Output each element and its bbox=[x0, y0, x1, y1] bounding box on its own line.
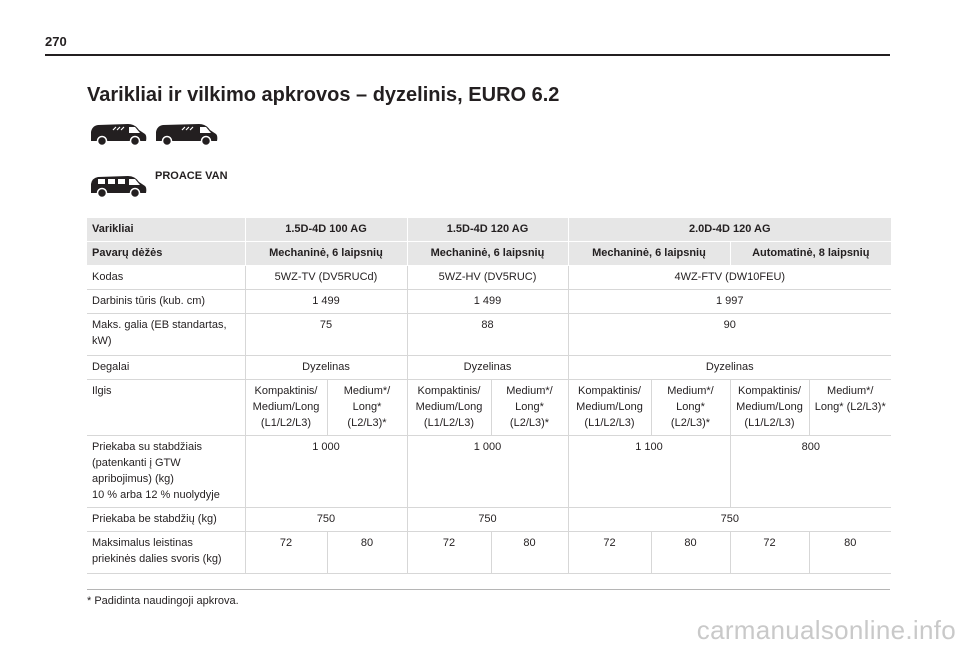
displacement-cell: 1 499 bbox=[245, 290, 407, 314]
gearbox-row bbox=[87, 242, 891, 266]
power-label: Maks. galia (EB standartas, kW) bbox=[87, 314, 245, 356]
displacement-row bbox=[87, 290, 891, 314]
fuel-row bbox=[87, 356, 891, 380]
gearbox-cell: Mechaninė, 6 laipsnių bbox=[568, 242, 730, 266]
braked-trailer-cell: 1 000 bbox=[407, 436, 568, 508]
braked-trailer-label-line: Priekaba su stabdžiais bbox=[92, 441, 203, 453]
van-passenger-icon bbox=[88, 173, 148, 199]
van-compact-icon bbox=[88, 121, 148, 147]
nose-weight-cell: 80 bbox=[327, 532, 407, 574]
model-label: PROACE VAN bbox=[155, 170, 228, 182]
unbraked-trailer-row bbox=[87, 508, 891, 532]
braked-trailer-cell: 800 bbox=[730, 436, 891, 508]
nose-weight-cell: 72 bbox=[730, 532, 809, 574]
braked-trailer-label bbox=[87, 436, 245, 508]
displacement-label: Darbinis tūris (kub. cm) bbox=[87, 290, 245, 314]
nose-weight-cell: 72 bbox=[568, 532, 651, 574]
displacement-cell: 1 997 bbox=[568, 290, 891, 314]
power-cell: 75 bbox=[245, 314, 407, 356]
power-row bbox=[87, 314, 891, 356]
length-row bbox=[87, 380, 891, 436]
fuel-label: Degalai bbox=[87, 356, 245, 380]
header-divider bbox=[45, 54, 890, 56]
footnote-divider bbox=[87, 589, 890, 590]
braked-trailer-row bbox=[87, 436, 891, 508]
braked-trailer-cell: 1 100 bbox=[568, 436, 730, 508]
length-cell: Kompaktinis/ Medium/Long (L1/L2/L3) bbox=[568, 380, 651, 436]
engine-cell: 1.5D-4D 120 AG bbox=[407, 218, 568, 242]
page-number: 270 bbox=[45, 34, 67, 49]
length-cell: Medium*/ Long* (L2/L3)* bbox=[491, 380, 568, 436]
fuel-cell: Dyzelinas bbox=[245, 356, 407, 380]
van-long-icon bbox=[153, 121, 219, 147]
code-label: Kodas bbox=[87, 266, 245, 290]
engine-cell: 2.0D-4D 120 AG bbox=[568, 218, 891, 242]
code-cell: 5WZ-HV (DV5RUC) bbox=[407, 266, 568, 290]
braked-trailer-label-line: (patenkanti į GTW bbox=[92, 457, 181, 469]
page-title: Varikliai ir vilkimo apkrovos – dyzelinis, EURO 6.2 bbox=[87, 84, 560, 106]
nose-weight-row bbox=[87, 532, 891, 574]
gearbox-label: Pavarų dėžės bbox=[87, 242, 245, 266]
power-cell: 90 bbox=[568, 314, 891, 356]
gearbox-cell: Mechaninė, 6 laipsnių bbox=[245, 242, 407, 266]
engine-cell: 1.5D-4D 100 AG bbox=[245, 218, 407, 242]
length-cell: Medium*/ Long* (L2/L3)* bbox=[809, 380, 891, 436]
length-cell: Kompaktinis/ Medium/Long (L1/L2/L3) bbox=[245, 380, 327, 436]
code-row bbox=[87, 266, 891, 290]
braked-trailer-label-line: 10 % arba 12 % nuolydyje bbox=[92, 489, 220, 501]
engines-label: Varikliai bbox=[87, 218, 245, 242]
length-cell: Medium*/ Long* (L2/L3)* bbox=[651, 380, 730, 436]
engines-row bbox=[87, 218, 891, 242]
gearbox-cell: Automatinė, 8 laipsnių bbox=[730, 242, 891, 266]
unbraked-trailer-cell: 750 bbox=[568, 508, 891, 532]
unbraked-trailer-cell: 750 bbox=[407, 508, 568, 532]
code-cell: 4WZ-FTV (DW10FEU) bbox=[568, 266, 891, 290]
nose-weight-cell: 80 bbox=[491, 532, 568, 574]
unbraked-trailer-label: Priekaba be stabdžių (kg) bbox=[87, 508, 245, 532]
nose-weight-label: Maksimalus leistinas priekinės dalies svoris (kg) bbox=[87, 532, 245, 574]
nose-weight-cell: 72 bbox=[245, 532, 327, 574]
unbraked-trailer-cell: 750 bbox=[245, 508, 407, 532]
power-cell: 88 bbox=[407, 314, 568, 356]
gearbox-cell: Mechaninė, 6 laipsnių bbox=[407, 242, 568, 266]
fuel-cell: Dyzelinas bbox=[407, 356, 568, 380]
length-cell: Kompaktinis/ Medium/Long (L1/L2/L3) bbox=[730, 380, 809, 436]
engine-spec-table bbox=[87, 218, 891, 574]
nose-weight-cell: 80 bbox=[651, 532, 730, 574]
length-cell: Kompaktinis/ Medium/Long (L1/L2/L3) bbox=[407, 380, 491, 436]
braked-trailer-label-line: apribojimus) (kg) bbox=[92, 473, 174, 485]
length-label: Ilgis bbox=[87, 380, 245, 436]
nose-weight-cell: 80 bbox=[809, 532, 891, 574]
nose-weight-cell: 72 bbox=[407, 532, 491, 574]
braked-trailer-cell: 1 000 bbox=[245, 436, 407, 508]
length-cell: Medium*/ Long* (L2/L3)* bbox=[327, 380, 407, 436]
displacement-cell: 1 499 bbox=[407, 290, 568, 314]
watermark: carmanualsonline.info bbox=[696, 615, 956, 645]
footnote: * Padidinta naudingoji apkrova. bbox=[87, 595, 239, 607]
code-cell: 5WZ-TV (DV5RUCd) bbox=[245, 266, 407, 290]
fuel-cell: Dyzelinas bbox=[568, 356, 891, 380]
